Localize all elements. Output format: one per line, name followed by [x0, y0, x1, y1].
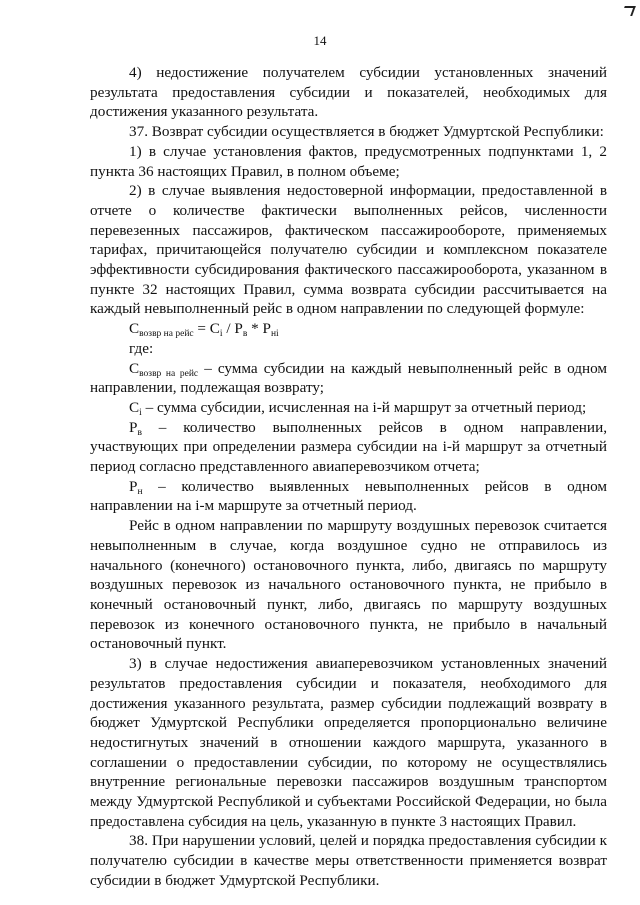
page-number: 14: [313, 33, 327, 48]
def-subscript: возвр на рейс: [139, 368, 199, 379]
paragraph-item-4: 4) недостижение получателем субсидии установленных значений результата предоставления субсидии и показателей, необходимых для достижения указанного результата.: [90, 64, 607, 121]
def-symbol: C: [129, 359, 140, 377]
formula-mul: * P: [247, 320, 271, 338]
definition-ci: [90, 398, 607, 418]
def-symbol: C: [129, 398, 140, 416]
def-subscript: в: [137, 427, 142, 438]
definition-pn: [90, 477, 607, 516]
paragraph-item-3: 3) в случае недостижения авиаперевозчиком установленных значений результатов предоставления субсидии и показателя, необходимого для достижения указанного результата, размер субсидии подлежащий возврату в бюджет Удмуртской Республики определяется пропорционально величине недостигнутых значений в отношении каждого маршрута, указанного в соглашении о предоставлении субсидии, по которому не осуществлялись внутренние региональные перевозки пассажиров воздушным транспортом между Удмуртской Республикой и субъектами Российской Федерации, но была предоставлена субсидия на цель, указанную в пункте 3 настоящих Правил.: [90, 655, 607, 830]
formula-pn-subscript: нi: [270, 329, 279, 340]
definition-c-refund: [90, 359, 607, 398]
paragraph-38: 38. При нарушении условий, целей и порядка предоставления субсидии к получателю субсидии в качестве меры ответственности применяется возврат субсидии в бюджет Удмуртской Республики.: [90, 832, 607, 889]
def-symbol: P: [129, 418, 138, 436]
def-symbol: P: [129, 477, 138, 495]
formula-c: C: [129, 320, 140, 338]
formula-eq: = C: [193, 320, 220, 338]
paragraph-37: 37. Возврат субсидии осуществляется в бюджет Удмуртской Республики:: [129, 123, 604, 141]
def-subscript: н: [137, 486, 143, 497]
definition-pv: [90, 418, 607, 477]
paragraph-rule: Рейс в одном направлении по маршруту воздушных перевозок считается невыполненным в случае, когда воздушное судно не отправилось из начального (конечного) остановочного пункта, либо, двигаясь по маршруту воздушных перевозок из начального остановочного пункта, не прибыло в конечный остановочный пункт, либо, двигаясь по маршруту воздушных перевозок из конечного остановочного пункта, не прибыло в начальный остановочный пункт.: [90, 517, 607, 653]
document-body: [90, 63, 607, 891]
def-text: – сумма субсидии, исчисленная на i-й маршрут за отчетный период;: [141, 398, 587, 416]
scan-corner-mark: [621, 6, 636, 16]
def-text: – количество выполненных рейсов в одном направлении, участвующих при определении размера субсидии на i-й маршрут за отчетный период согласно представленного авиаперевозчиком отчета;: [90, 418, 607, 476]
paragraph-item-2: 2) в случае выявления недостоверной информации, предоставленной в отчете о количестве фактически выполненных рейсов, численности перевезенных пассажиров, фактическом пассажирообороте, применяемых тарифах, причитающейся получателю субсидии и комплексном показателе эффективности субсидирования фактического пассажирооборота, указанном в пункте 32 настоящих Правил, сумма возврата субсидии рассчитывается на каждый невыполненный рейс в одном направлении по следующей формуле:: [90, 182, 607, 318]
formula-div: / P: [222, 320, 243, 338]
formula-c-subscript: возвр на рейс: [139, 329, 194, 340]
formula-ci-subscript: i: [219, 329, 223, 340]
def-text: – сумма субсидии на каждый невыполненный рейс в одном направлении, подлежащая возврату;: [90, 359, 608, 397]
paragraph-item-1: 1) в случае установления фактов, предусмотренных подпунктами 1, 2 пункта 36 настоящих Правил, в полном объеме;: [90, 142, 607, 180]
def-text: – количество выявленных невыполненных рейсов в одном направлении на i-м маршруте за отчетный период.: [90, 477, 607, 515]
def-subscript: i: [139, 407, 142, 418]
where-label: где:: [129, 339, 154, 357]
refund-formula: [90, 319, 607, 339]
formula-pv-subscript: в: [242, 329, 248, 340]
